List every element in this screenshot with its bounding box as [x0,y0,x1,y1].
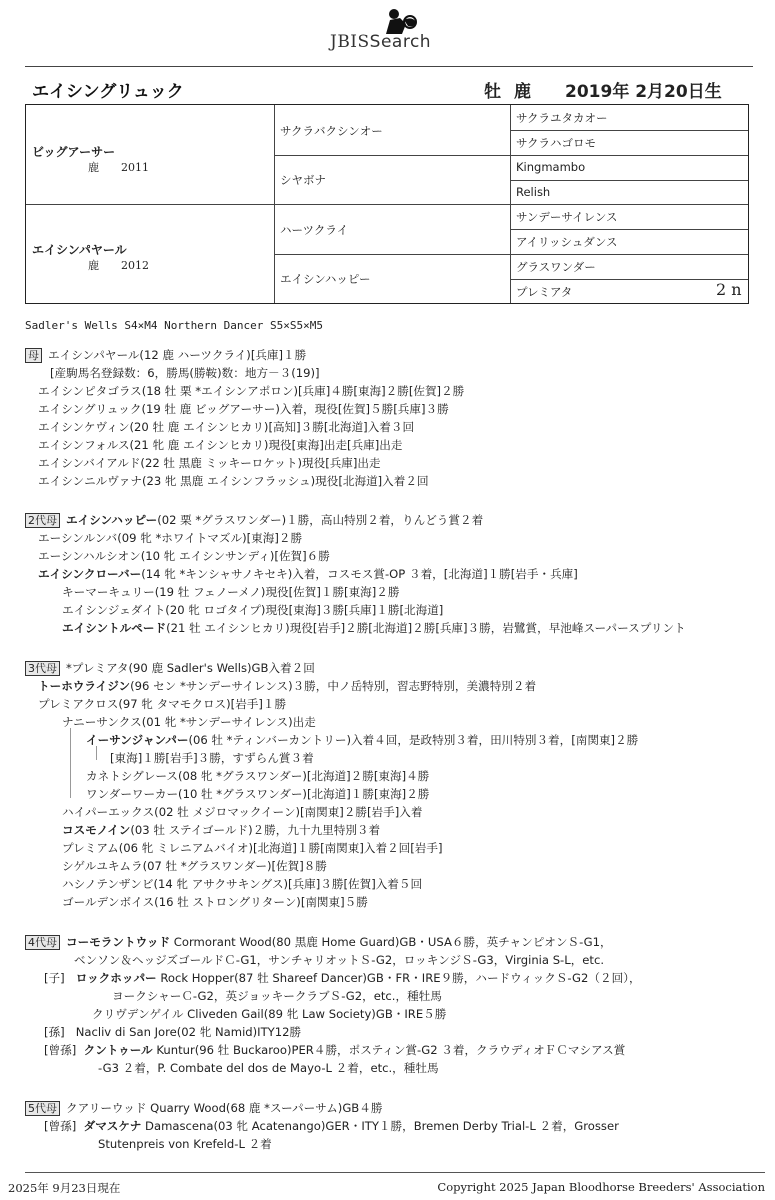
dam-tag: 母 [25,348,42,363]
gen4-child-cont: ヨークシャーＣ-G2，英ジョッキークラブＳ-G2，etc.，種牡馬 [112,989,442,1003]
horse-dob: 2019年 2月20日生 [565,82,722,102]
pedigree-ssd[interactable]: サクラハゴロモ [516,136,597,150]
header-divider [25,66,753,67]
gen2-line-2 [38,566,578,582]
pedigree-sss[interactable]: サクラユタカオー [516,111,608,125]
gen4-child [44,970,641,986]
pedigree-ds[interactable]: ハーツクライ [280,223,349,237]
gen2-line-6-info: (21 牡 エイシンヒカリ)現役[岩手]２勝[北海道]２勝[兵庫]３勝，岩鷺賞，早池峰スーパースプリント [166,621,686,635]
pedigree-ddd[interactable]: プレミアタ [516,285,573,299]
gen2-line-6-name: エイシントルペード [62,621,167,635]
gen4-child-name: ロックホッパー [75,971,157,985]
tree-line-inner [96,746,97,760]
gen4-grand-info: Nacliv di San Jore(02 牝 Namid)ITY12勝 [75,1025,302,1039]
gen3-tag: 3代母 [25,661,60,676]
gen3-line-4-info: (06 牡 *ティンバーカントリー)入着４回，是政特別３着，田川特別３着，[南関東]２勝 [188,733,639,747]
gen4-head [25,934,612,950]
pedigree-sd[interactable]: シヤボナ [280,173,326,187]
gen2-dam-info: (02 栗 *グラスワンダー)１勝，高山特別２着，りんどう賞２着 [157,513,484,527]
tree-line [70,728,71,798]
gen3-line-7: カネトシグレース(08 牝 *グラスワンダー)[北海道]２勝[東海]４勝 [86,769,430,783]
copyright: Copyright 2025 Japan Bloodhorse Breeders' Association [437,1180,765,1194]
gen4-ggrand [44,1042,625,1058]
gen4-grand [44,1024,301,1040]
ggrand-label: [曾孫] [44,1043,77,1057]
jbis-search-logo[interactable] [330,6,460,54]
family-number: 2 n [716,280,742,299]
dam-line-1: [産駒馬名登録数：6，勝馬(勝鞍)数：地方－３(19)] [50,366,320,380]
gen3-line-4 [86,732,638,748]
gen2-dam-name: エイシンハッピー [66,513,158,527]
gen4-ggrand-info: Kuntur(96 牡 Buckaroo)PER４勝，ポスティン賞-G2 ３着，クラウディオＦＣマシアス賞 [152,1043,626,1057]
gen4-ggrand-cont: -G3 ２着，P. Combate del dos de Mayo-L ２着，etc.，種牡馬 [98,1061,439,1075]
gen3-line-0 [38,678,536,694]
pedigree-sire-info: 鹿 2011 [88,161,149,174]
pedigree-sds[interactable]: Kingmambo [516,160,586,174]
gen2-line-4: キーマーキュリー(19 牡 フェノーメノ)現役[佐賀]１勝[東海]２勝 [62,585,400,599]
gen3-line-9: ハイパーエックス(02 牡 メジロマックイーン)[南関東]２勝[岩手]入着 [62,805,423,819]
gen2-head [25,512,483,528]
gen5-ggrand-info: Damascena(03 牝 Acatenango)GER・ITY１勝，Bremen Derby Trial-L ２着，Grosser [141,1119,619,1133]
dam-head [25,347,306,363]
pedigree-dsd[interactable]: アイリッシュダンス [516,235,618,249]
logo-jbis: JBIS [330,32,370,52]
gen3-line-10-info: (03 牡 ステイゴールド)２勝，九十九里特別３着 [130,823,381,837]
gen3-line-2: プレミアクロス(97 牝 タマモクロス)[岩手]１勝 [38,697,287,711]
pedigree-dam[interactable]: エイシンパヤール [32,243,127,257]
horse-sex: 牡 [484,82,501,102]
gen3-line-13: シゲルユキムラ(07 牡 *グラスワンダー)[佐賀]８勝 [62,859,327,873]
horse-name: エイシングリュック [32,82,184,102]
inbreeding-cross: Sadler's Wells S4×M4 Northern Dancer S5×S5×M5 [25,319,324,332]
gen4-dam-name: コーモラントウッド [66,935,171,949]
gen5-ggrand-label: [曾孫] [44,1119,77,1133]
gen3-line-6: [東海]１勝[岩手]３勝，すずらん賞３着 [110,751,314,765]
gen5-tag: 5代母 [25,1101,60,1116]
dam-line-2: エイシンピタゴラス(18 牡 栗 *エイシンアポロン)[兵庫]４勝[東海]２勝[佐賀]２勝 [38,384,465,398]
gen2-line-1: エーシンハルシオン(10 牝 エイシンサンディ)[佐賀]６勝 [38,549,330,563]
grand-label: [孫] [44,1025,65,1039]
dam-line-3: エイシングリュック(19 牡 鹿 ビッグアーサー)入着，現役[佐賀]５勝[兵庫]３勝 [38,402,449,416]
gen4-child2: クリヴデンゲイル Cliveden Gail(89 牝 Law Society)GB・IRE５勝 [92,1007,447,1021]
horse-color: 鹿 [514,82,531,102]
gen5-dam: クアリーウッド Quarry Wood(68 鹿 *スーパーサム)GB４勝 [66,1101,383,1115]
pedigree-dam-info: 鹿 2012 [88,259,149,272]
gen3-line-10-name: コスモノイン [62,823,131,837]
gen4-head-cont: ベンソン＆ヘッジズゴールドＣ-G1，サンチャリオットＳ-G2，ロッキンジＳ-G3，Virginia S-L，etc. [74,953,605,967]
pedigree-table [25,104,749,304]
as-of-date: 2025年 9月23日現在 [8,1181,121,1195]
gen3-head [25,660,315,676]
dam-line-4: エイシンケヴィン(20 牡 鹿 エイシンヒカリ)[高知]３勝[北海道]入着３回 [38,420,415,434]
pedigree-sire[interactable]: ビッグアーサー [32,145,116,159]
pedigree-ss[interactable]: サクラバクシンオー [280,124,383,138]
gen3-line-0-info: (96 セン *サンデーサイレンス)３勝，中ノ岳特別，習志野特別，美濃特別２着 [130,679,537,693]
gen2-line-2-name: エイシンクローバー [38,567,142,581]
logo-search: Search [369,32,432,52]
gen4-dam-info: Cormorant Wood(80 黒鹿 Home Guard)GB・USA６勝，英チャンピオンＳ-G1， [170,935,612,949]
pedigree-sdd[interactable]: Relish [516,185,551,199]
dam-line-7: エイシンニルヴァナ(23 牝 黒鹿 エイシンフラッシュ)現役[北海道]入着２回 [38,474,429,488]
dam-line-6: エイシンバイアルド(22 牡 黒鹿 ミッキーロケット)現役[兵庫]出走 [38,456,381,470]
gen3-dam: *プレミアタ(90 鹿 Sadler's Wells)GB入着２回 [66,661,315,675]
gen3-line-0-name: トーホウライジン [38,679,131,693]
gen5-head [25,1100,382,1116]
gen2-line-2-info: (14 牝 *キンシャサノキセキ)入着，コスモス賞-OP ３着，[北海道]１勝[岩手・兵庫] [141,567,578,581]
gen2-line-6 [62,620,686,636]
gen4-tag: 4代母 [25,935,60,950]
gen3-line-15: ゴールデンボイス(16 牡 ストロングリターン)[南関東]５勝 [62,895,368,909]
pedigree-dss[interactable]: サンデーサイレンス [516,210,618,224]
child-label: [子] [44,971,65,985]
gen2-line-5: エイシンジェダイト(20 牝 ロゴタイプ)現役[東海]３勝[兵庫]１勝[北海道] [62,603,444,617]
dam-line-5: エイシンフォルス(21 牝 鹿 エイシンヒカリ)現役[東海]出走[兵庫]出走 [38,438,403,452]
gen5-ggrand-cont: Stutenpreis von Krefeld-L ２着 [98,1137,272,1151]
gen3-line-3: ナニーサンクス(01 牝 *サンデーサイレンス)出走 [62,715,316,729]
pedigree-dd[interactable]: エイシンハッピー [280,272,371,286]
gen4-ggrand-name: クントゥール [83,1043,153,1057]
gen3-line-8: ワンダーワーカー(10 牡 *グラスワンダー)[北海道]１勝[東海]２勝 [86,787,430,801]
gen5-ggrand-name: ダマスケナ [83,1119,142,1133]
footer-divider [25,1172,765,1173]
gen3-line-14: ハシノテンザンビ(14 牝 アサクサキングス)[兵庫]３勝[佐賀]入着５回 [62,877,423,891]
gen2-tag: 2代母 [25,513,60,528]
pedigree-dds[interactable]: グラスワンダー [516,260,596,274]
gen2-line-0: エーシンルンバ(09 牝 *ホワイトマズル)[東海]２勝 [38,531,303,545]
gen3-line-12: プレミアム(06 牝 ミレニアムバイオ)[北海道]１勝[南関東]入着２回[岩手] [62,841,443,855]
gen5-ggrand [44,1118,619,1134]
gen4-child-info: Rock Hopper(87 牡 Shareef Dancer)GB・FR・IRE９勝，ハードウィックＳ-G2（２回）， [156,971,641,985]
dam-line-0: エイシンパヤール(12 鹿 ハーツクライ)[兵庫]１勝 [48,348,307,362]
gen3-line-10 [62,822,380,838]
gen3-line-4-name: イーサンジャンパー [86,733,189,747]
